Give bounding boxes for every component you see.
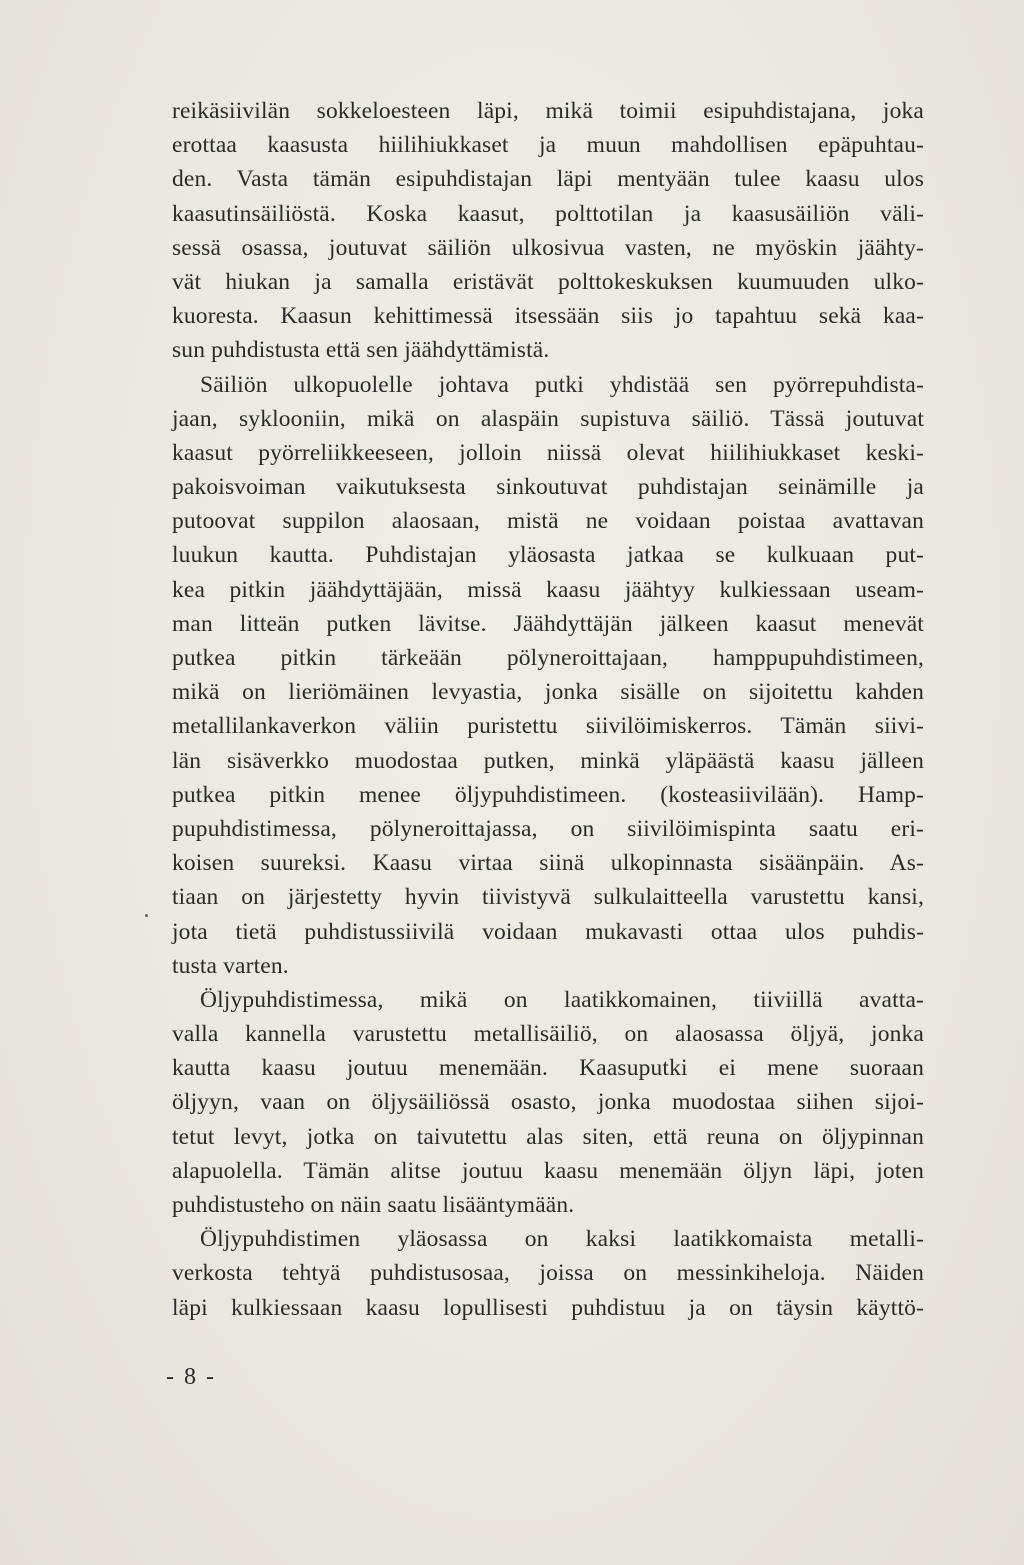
text-line: man litteän putken lävitse. Jäähdyttäjän jälkeen kaasut menevät bbox=[172, 610, 924, 637]
text-line: den. Vasta tämän esipuhdistajan läpi mentyään tulee kaasu ulos bbox=[172, 166, 924, 193]
page-number: - 8 - bbox=[166, 1364, 216, 1390]
text-line: jaan, syklooniin, mikä on alaspäin supistuva säiliö. Tässä joutuvat bbox=[172, 405, 924, 432]
text-line: kaasut pyörreliikkeeseen, jolloin niissä olevat hiilihiukkaset keski- bbox=[172, 439, 924, 466]
text-line: puhdistusteho on näin saatu lisääntymään. bbox=[172, 1192, 575, 1218]
text-line: metallilankaverkon väliin puristettu siivilöimiskerros. Tämän siivi- bbox=[172, 713, 924, 740]
text-line: sun puhdistusta että sen jäähdyttämistä. bbox=[172, 337, 550, 364]
text-line: pakoisvoiman vaikutuksesta sinkoutuvat puhdistajan seinämille ja bbox=[172, 474, 924, 501]
body-text bbox=[172, 94, 924, 1325]
text-line: luukun kautta. Puhdistajan yläosasta jatkaa se kulkuaan put- bbox=[172, 542, 924, 569]
text-line: koisen suureksi. Kaasu virtaa siinä ulkopinnasta sisäänpäin. As- bbox=[172, 850, 924, 877]
text-line: alapuolella. Tämän alitse joutuu kaasu menemään öljyn läpi, joten bbox=[172, 1157, 924, 1184]
text-line: Säiliön ulkopuolelle johtava putki yhdistää sen pyörrepuhdista- bbox=[200, 371, 924, 398]
text-line: putkea pitkin tärkeään pölyneroittajaan, hamppupuhdistimeen, bbox=[172, 645, 924, 671]
text-line: putkea pitkin menee öljypuhdistimeen. (kosteasiivilään). Hamp- bbox=[172, 781, 924, 808]
text-line: mikä on lieriömäinen levyastia, jonka sisälle on sijoitettu kahden bbox=[172, 679, 924, 706]
text-line: vät hiukan ja samalla eristävät polttokeskuksen kuumuuden ulko- bbox=[172, 268, 924, 295]
text-line: tetut levyt, jotka on taivutettu alas siten, että reuna on öljypinnan bbox=[172, 1123, 924, 1150]
text-line: Öljypuhdistimessa, mikä on laatikkomainen, tiiviillä avatta- bbox=[200, 986, 924, 1013]
text-line: tusta varten. bbox=[172, 952, 289, 979]
text-line: län sisäverkko muodostaa putken, minkä yläpäästä kaasu jälleen bbox=[172, 747, 924, 774]
text-line: reikäsiivilän sokkeloesteen läpi, mikä toimii esipuhdistajana, joka bbox=[172, 98, 924, 124]
text-line: pupuhdistimessa, pölyneroittajassa, on siivilöimispinta saatu eri- bbox=[172, 815, 924, 842]
text-line: kaasutinsäiliöstä. Koska kaasut, polttotilan ja kaasusäiliön väli- bbox=[172, 200, 924, 227]
text-line: kea pitkin jäähdyttäjään, missä kaasu jäähtyy kulkiessaan useam- bbox=[172, 576, 924, 603]
ink-speck bbox=[145, 914, 148, 917]
text-line: Öljypuhdistimen yläosassa on kaksi laatikkomaista metalli- bbox=[200, 1226, 924, 1253]
text-line: verkosta tehtyä puhdistusosaa, joissa on messinkiheloja. Näiden bbox=[172, 1260, 924, 1287]
text-line: valla kannella varustettu metallisäiliö, on alaosassa öljyä, jonka bbox=[172, 1021, 924, 1048]
text-line: läpi kulkiessaan kaasu lopullisesti puhdistuu ja on täysin käyttö- bbox=[172, 1294, 924, 1321]
text-line: sessä osassa, joutuvat säiliön ulkosivua vasten, ne myöskin jäähty- bbox=[172, 234, 924, 261]
text-line: putoovat suppilon alaosaan, mistä ne voidaan poistaa avattavan bbox=[172, 508, 924, 535]
text-line: kautta kaasu joutuu menemään. Kaasuputki ei mene suoraan bbox=[172, 1055, 924, 1082]
text-line: erottaa kaasusta hiilihiukkaset ja muun mahdollisen epäpuhtau- bbox=[172, 132, 924, 159]
text-line: tiaan on järjestetty hyvin tiivistyvä sulkulaitteella varustettu kansi, bbox=[172, 884, 924, 911]
text-line: jota tietä puhdistussiivilä voidaan mukavasti ottaa ulos puhdis- bbox=[172, 918, 924, 945]
text-line: öljyyn, vaan on öljysäiliössä osasto, jonka muodostaa siihen sijoi- bbox=[172, 1089, 924, 1116]
text-line: kuoresta. Kaasun kehittimessä itsessään siis jo tapahtuu sekä kaa- bbox=[172, 303, 924, 330]
